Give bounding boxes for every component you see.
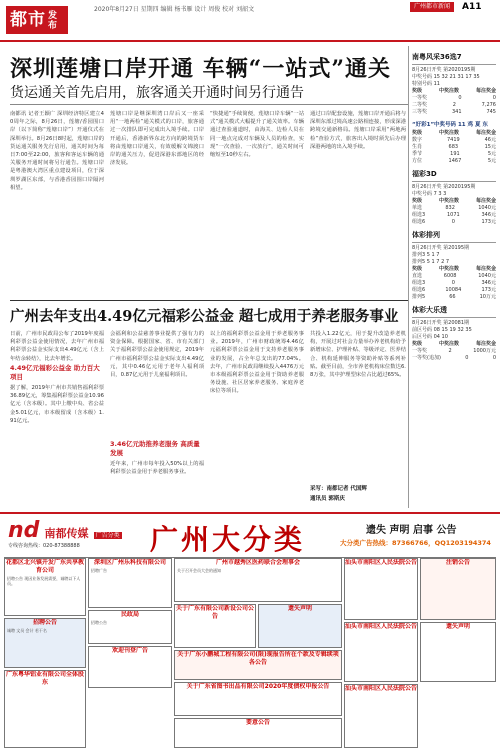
classified-ad [344, 684, 418, 748]
divider [412, 181, 496, 182]
lottery3-cell: 中奖注数 [438, 198, 459, 204]
sports2-line: 后区号码 04 10 [412, 334, 448, 340]
ad-phone: 专线咨询热线：020-87388888 [8, 543, 80, 549]
classified-ad-title: 广东粤华铝业有限公司全体股东 [5, 671, 84, 686]
classified-ad [420, 622, 496, 682]
story2-subhead-1: 4.49亿元福彩公益金 助力百大项目 [10, 364, 100, 381]
classified-ad-title: 汕头市南阳区人民法院公告 [345, 685, 418, 692]
classified-ad-title: 汕头市南阳区人民法院公告 [345, 559, 418, 566]
sports2-row [412, 348, 496, 355]
lottery1-cell: 二等奖 [412, 102, 428, 108]
sports1-cell: 直选 [412, 273, 423, 279]
story1-column-3: “快捷通”手续简便，莲塘口岸车辆“一站式”通关模式大幅提升了通关效率。车辆通过查验通道时，由海关、边检人员在同一地点完成对车辆及人员的检查，实现“一次查验、一次放行”，通关时间可缩短至10秒左右。 [210, 111, 304, 159]
lottery3-cell: 奖级 [412, 198, 423, 204]
lottery3-cell: 173元 [481, 219, 496, 225]
classified-ad-title: 关于广东省图书出品有限公司2020年度债权申报公告 [186, 683, 330, 690]
classified-ad-title: 广州市越秀区医药联合会理事会 [215, 559, 300, 566]
sports1-lines [412, 245, 496, 266]
lottery2-cell: 每注奖金 [475, 130, 496, 136]
story2-headline: 广州去年支出4.49亿元福彩公益金 超七成用于养老服务事业 [10, 308, 399, 325]
classified-ad [174, 650, 342, 680]
sidebar-divider [408, 46, 409, 508]
story1-column-2: 莲塘口岸是继深圳湾口岸后又一座采用“一地两检”通关模式的口岸，旅客通过一次排队即可完成出入境手续。口岸开通后，香港新界东北方向的跨境货车将由莲塘口岸通关，有效缓解文锦渡口岸的通关压力，促进深港东部地区的经济发展。 [110, 111, 204, 167]
lottery1-row [412, 109, 496, 116]
lottery2-cell: 683 [448, 144, 459, 150]
lottery1-cell: 0 [492, 95, 496, 101]
lottery2-row [412, 130, 496, 137]
lottery2-cell: 5元 [487, 158, 496, 164]
sports2-cell: 0 [492, 355, 496, 361]
divider [412, 317, 496, 318]
divider [412, 64, 496, 65]
classified-ad-title: 注销公告 [445, 559, 470, 566]
classified-ad [420, 558, 496, 620]
section-name: 都市 [10, 10, 46, 30]
classified-ad [344, 622, 418, 682]
lottery3-row [412, 219, 496, 226]
lottery1-line: 8月26日开奖 第2020195期 [412, 67, 476, 73]
section-sub: 发布 [48, 11, 59, 31]
classified-ad-title: 深圳区广州乐科技有限公司 [93, 559, 166, 566]
lottery3-cell: 0 [451, 219, 455, 225]
story2-rule [10, 300, 408, 301]
sports2-line: 前区号码 08 15 19 32 35 [412, 327, 472, 333]
sports2-title: 体彩大乐透 [412, 306, 447, 314]
lottery3-table [412, 198, 496, 226]
sports2-table [412, 341, 496, 362]
sports1-cell: 中奖注数 [438, 266, 459, 272]
lottery2-cell: 奖级 [412, 130, 423, 136]
classified-ad [4, 618, 86, 668]
lottery2-cell: 中奖注数 [438, 130, 459, 136]
classified-grid [4, 557, 496, 748]
sports2-cell: 一等奖(追加) [412, 355, 441, 361]
lottery2-title: “好彩1”中奖号码 11 鸡 夏 东 [412, 122, 488, 128]
lottery2-row [412, 158, 496, 165]
lottery3-row [412, 205, 496, 212]
story2-column-2b: 近年来，广州市每年投入50%以上的福利彩票公益金用于养老服务事业。 [110, 461, 204, 476]
classified-ad-title: 欢迎刊登广告 [111, 647, 148, 654]
classified-ad-title: 关于广东小鹏城工程有限公司(限)现报告所在个款及专辑续项各公告 [177, 651, 339, 666]
lottery2-table [412, 130, 496, 165]
sports1-row [412, 294, 496, 301]
lottery3-cell: 组选6 [412, 219, 426, 225]
brand-name: 南都传媒 [44, 527, 89, 540]
sports1-row [412, 273, 496, 280]
classified-ad [88, 610, 172, 644]
sports2-cell: 中奖注数 [438, 341, 459, 347]
classified-ad [174, 604, 256, 648]
lottery1-cell: 一等奖 [412, 95, 428, 101]
lottery3-cell: 单选 [412, 205, 423, 211]
sports2-line: 8月26日开奖 第20081期 [412, 320, 470, 326]
lottery2-cell: 生肖 [412, 144, 423, 150]
story2-intern: 通讯员 郭斯庆 [310, 496, 345, 502]
section-flag [6, 6, 68, 34]
lottery1-cell: 745 [486, 109, 496, 115]
sports2-row [412, 355, 496, 362]
masthead-divider [0, 40, 500, 42]
lottery1-line: 中奖号码 15 32 21 31 17 35 [412, 74, 480, 80]
lottery1-cell: 2 [452, 102, 456, 108]
sports2-cell: 奖级 [412, 341, 423, 347]
story2-subhead-2: 3.46亿元助推养老服务 高质量发展 [110, 440, 200, 457]
classified-ad-title: 遗失声明 [445, 623, 470, 630]
sports1-cell: 346元 [481, 280, 496, 286]
brand-slogan: 广告分类 [95, 532, 120, 539]
sports1-cell: 66 [449, 294, 456, 300]
lottery3-row [412, 198, 496, 205]
classified-ad-text: 招聘公告 现因业务发展需要，诚聘以下人员。 [7, 576, 81, 587]
classified-ad-title: 要意公告 [245, 719, 270, 726]
lottery3-cell: 832 [445, 205, 455, 211]
lottery1-cell: 341 [451, 109, 462, 115]
lottery-sidebar [412, 48, 496, 508]
lottery1-line: 特别号码 11 [412, 81, 440, 87]
sports2-cell: 1000万元 [473, 348, 496, 354]
lottery1-cell: 奖级 [412, 88, 423, 94]
ad-headline: 广州大分类 [150, 523, 306, 556]
classified-ad [174, 558, 342, 602]
sports1-row [412, 266, 496, 273]
lottery3-cell: 1071 [446, 212, 460, 218]
sports1-cell: 组选6 [412, 287, 426, 293]
classified-ad [4, 558, 86, 616]
sports1-title: 体彩排列 [412, 231, 440, 239]
lottery1-cell: 每注奖金 [475, 88, 496, 94]
lottery2-cell: 方位 [412, 158, 423, 164]
lottery1-cell: 中奖注数 [438, 88, 459, 94]
lottery2-cell: 15元 [484, 144, 496, 150]
lottery2-cell: 5元 [487, 151, 496, 157]
sports1-cell: 6008 [443, 273, 457, 279]
lottery2-row [412, 137, 496, 144]
lottery2-row [412, 144, 496, 151]
sports1-row [412, 287, 496, 294]
classified-ad [88, 558, 172, 608]
sports1-line: 8月26日开奖 第20195期 [412, 245, 470, 251]
lottery3-cell: 1040元 [478, 205, 496, 211]
sports1-table [412, 266, 496, 301]
sports2-row [412, 341, 496, 348]
sports1-line: 排列5 5 1 7 2 7 [412, 259, 450, 265]
lottery3-lines [412, 184, 496, 198]
lottery3-line: 8月26日开奖 第2020195期 [412, 184, 476, 190]
lottery1-lines [412, 67, 496, 88]
classified-ad-text: 诚聘 文员 会计 若干名 [7, 628, 47, 633]
lottery2-cell: 46元 [484, 137, 496, 143]
lottery1-cell: 0 [458, 95, 462, 101]
story2-reporter: 采写：南都记者 代国辉 [310, 486, 367, 492]
classified-ad [174, 718, 342, 748]
lottery2-cell: 数字 [412, 137, 423, 143]
story1-subheadline: 货运通关首先启用，旅客通关开通时间另行通告 [10, 85, 304, 101]
sports1-line: 排列3 5 1 7 [412, 252, 440, 258]
classified-ad [4, 670, 86, 748]
sports2-cell: 2 [448, 348, 452, 354]
story1-column-1: 南都讯 记者王颖广 深圳经济特区建立40周年之际，8月26日，莲塘/香园围口岸（以下简称“莲塘口岸”）开通仪式在深圳举行。8月26日8时起，莲塘口岸的货运通关服务先行启用，通关时间为每日7:00至22:00，旅客和客运车辆的通关服务开通时间将另行通告。莲塘口岸是粤港澳大湾区重点建设项目，位于深圳罗湖区东部，与香港香园围口岸隔河相望。 [10, 111, 104, 191]
classified-ad-title: 民政局 [120, 611, 139, 618]
classified-ad-title: 花都区北兴镇开发广东共享教育公司 [5, 559, 84, 574]
sports1-cell: 10万元 [479, 294, 496, 300]
lottery2-row [412, 151, 496, 158]
sports1-cell: 排列5 [412, 294, 426, 300]
lottery3-row [412, 212, 496, 219]
story1-column-4: 通过口岸配套设施，莲塘口岸开通后将与深圳东部过境高速公路相连接，形成深港跨境交通新格局。莲塘口岸采用“两地两检”查验方式，旅客出入境时须先后办理深港两地的出入境手续。 [310, 111, 406, 150]
story2-column-2: 会福利和公益慈善事业提供了强有力的资金保障。根据国家、省、市有关部门关于福利彩票公益金使用规定，2019年广州市福利彩票公益金实际支出4.49亿元，其中0.46亿元用于老年人福利项目，0.87亿元用于儿童福利项目。 [110, 331, 204, 379]
classified-ad [88, 646, 172, 688]
sports1-cell: 组选3 [412, 280, 426, 286]
lottery1-cell: 三等奖 [412, 109, 428, 115]
lottery1-row [412, 95, 496, 102]
brand-mark: nd [8, 518, 40, 543]
classified-ad [258, 604, 342, 648]
story1-headline: 深圳莲塘口岸开通 车辆“一站式”通关 [10, 56, 391, 82]
lottery2-cell: 191 [450, 151, 460, 157]
ad-hotline: 大分类广告热线：87366766，QQ1203194374 [340, 539, 491, 547]
sports2-cell: 一等奖 [412, 348, 428, 354]
sports1-cell: 10084 [445, 287, 462, 293]
story2-column-1: 日前，广州市民政局公布了2019年度福利彩票公益金使用情况，去年广州市福利彩票公益金实际支出4.49亿元（含上年结余转结），比去年增长。 [10, 331, 104, 362]
lottery2-cell: 1467 [448, 158, 462, 164]
classified-ad-title: 遗失声明 [287, 605, 312, 612]
classified-ad-text: 关于召开会员大会的通知 [177, 568, 221, 573]
sports1-cell: 0 [451, 280, 455, 286]
sports1-row [412, 280, 496, 287]
lottery3-cell: 组选3 [412, 212, 426, 218]
classified-ad [174, 682, 342, 716]
lottery1-title: 南粤风采36选7 [412, 53, 462, 61]
classified-ad-title: 招聘公告 [32, 619, 57, 626]
page-number: A11 [462, 2, 482, 12]
story2-column-1b: 据了解，2019年广州市共销售福利彩票36.89亿元，筹集福利彩票公益金10.96亿元（含本级）。其中上缴中央、省公益金5.01亿元，市本级留成（含本级）1.91亿元。 [10, 385, 104, 424]
classified-ad-text: 招聘广告 [91, 568, 107, 573]
sports2-cell: 每注奖金 [475, 341, 496, 347]
divider [412, 242, 496, 243]
lottery1-row [412, 102, 496, 109]
story2-column-4: 共投入1.22亿元，用于提升改造养老机构，开展过对社会力量举办养老机构给予新增床位、护理补贴、等级评定、医养结合、机构延伸服务等资助补贴等系列补贴。截至目前，全市养老机构床位数达6.8万张，其中护理型床位占比超过65%。 [310, 331, 406, 379]
story1-rule [10, 104, 408, 105]
section-tag: 广州都市新闻 [410, 2, 454, 12]
lottery3-line: 中奖号码 7 3 3 [412, 191, 447, 197]
story2-column-3: 以上的福利彩票公益金用于养老服务事业。2019年，广州市财政统筹4.46亿元福利彩票公益金用于支持养老服务事业的发展，占全年总支出的77.04%。去年，广州市民政局继续投入4476万元市本级福利彩票公益金用于资助养老服务设施、社区居家养老服务、家庭养老床位等项目。 [210, 331, 304, 395]
sports1-cell: 173元 [481, 287, 496, 293]
lottery3-cell: 每注奖金 [475, 198, 496, 204]
ad-notice-types: 遗失 声明 启事 公告 [366, 525, 457, 536]
lottery3-cell: 346元 [481, 212, 496, 218]
lottery3-title: 福彩3D [412, 170, 437, 178]
sports2-lines [412, 320, 496, 341]
lottery1-table [412, 88, 496, 116]
sports1-cell: 每注奖金 [475, 266, 496, 272]
lottery1-cell: 7,276 [481, 102, 496, 108]
issue-meta: 2020年8月27日 星期四 编辑 杨书雁 设计 周俊 校对 刘韶文 [94, 6, 255, 13]
classified-ad-text: 招聘公告 [91, 620, 107, 625]
classified-ad-title: 汕头市南阳区人民法院公告 [345, 623, 418, 630]
lottery2-cell: 季节 [412, 151, 423, 157]
classified-ad-title: 关于广东有限公司新设公司公告 [175, 605, 254, 620]
sports1-cell: 1040元 [478, 273, 496, 279]
sports2-cell: 0 [465, 355, 469, 361]
classified-ad [344, 558, 418, 620]
ad-logo [8, 520, 128, 554]
sports1-cell: 奖级 [412, 266, 423, 272]
lottery1-row [412, 88, 496, 95]
ad-top-rule [0, 512, 500, 514]
lottery2-cell: 7419 [446, 137, 460, 143]
